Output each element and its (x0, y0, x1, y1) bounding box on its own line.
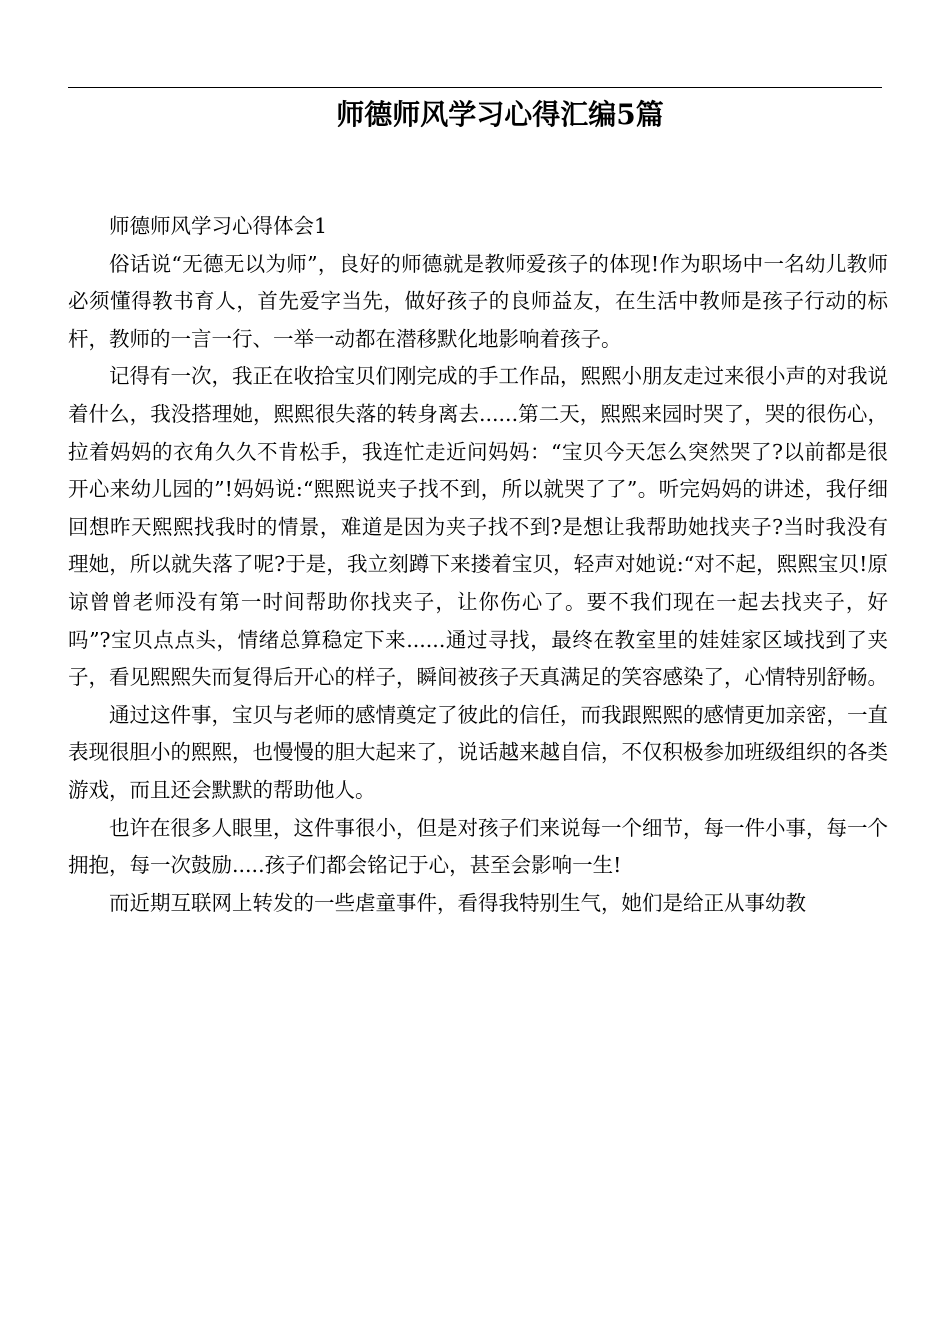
section-heading: 师德师风学习心得体会1 (109, 214, 328, 238)
paragraph: 俗话说“无德无以为师”，良好的师德就是教师爱孩子的体现!作为职场中一名幼儿教师必须懂得教书育人，首先爱字当先，做好孩子的良师益友，在生活中教师是孩子行动的标杆，教师的一言一行、一举一动都在潜移默化地影响着孩子。 (68, 251, 888, 351)
paragraph: 通过这件事，宝贝与老师的感情奠定了彼此的信任，而我跟熙熙的感情更加亲密，一直表现很胆小的熙熙，也慢慢的胆大起来了，说话越来越自信，不仅积极参加班级组织的各类游戏，而且还会默默的帮助他人。 (68, 702, 888, 802)
document-title: 师德师风学习心得汇编5篇 (336, 98, 664, 131)
paragraph: 而近期互联网上转发的一些虐童事件，看得我特别生气，她们是给正从事幼教 (109, 890, 806, 915)
document-body (68, 208, 888, 922)
paragraph: 也许在很多人眼里，这件事很小，但是对孩子们来说每一个细节，每一件小事，每一个拥抱，每一次鼓励.....孩子们都会铭记于心，甚至会影响一生! (68, 815, 888, 878)
header-rule (68, 87, 882, 88)
paragraph: 记得有一次，我正在收拾宝贝们刚完成的手工作品，熙熙小朋友走过来很小声的对我说着什么，我没搭理她，熙熙很失落的转身离去......第二天，熙熙来园时哭了，哭的很伤心，拉着妈妈的衣角久久不肯松手，我连忙走近问妈妈：“宝贝今天怎么突然哭了?以前都是很开心来幼儿园的”!妈妈说:“熙熙说夹子找不到，所以就哭了了”。听完妈妈的讲述，我仔细回想昨天熙熙找我时的情景，难道是因为夹子找不到?是想让我帮助她找夹子?当时我没有理她，所以就失落了呢?于是，我立刻蹲下来搂着宝贝，轻声对她说:“对不起，熙熙宝贝!原谅曾曾老师没有第一时间帮助你找夹子，让你伤心了。要不我们现在一起去找夹子，好吗”?宝贝点点头，情绪总算稳定下来......通过寻找，最终在教室里的娃娃家区域找到了夹子，看见熙熙失而复得后开心的样子，瞬间被孩子天真满足的笑容感染了，心情特别舒畅。 (68, 364, 888, 690)
